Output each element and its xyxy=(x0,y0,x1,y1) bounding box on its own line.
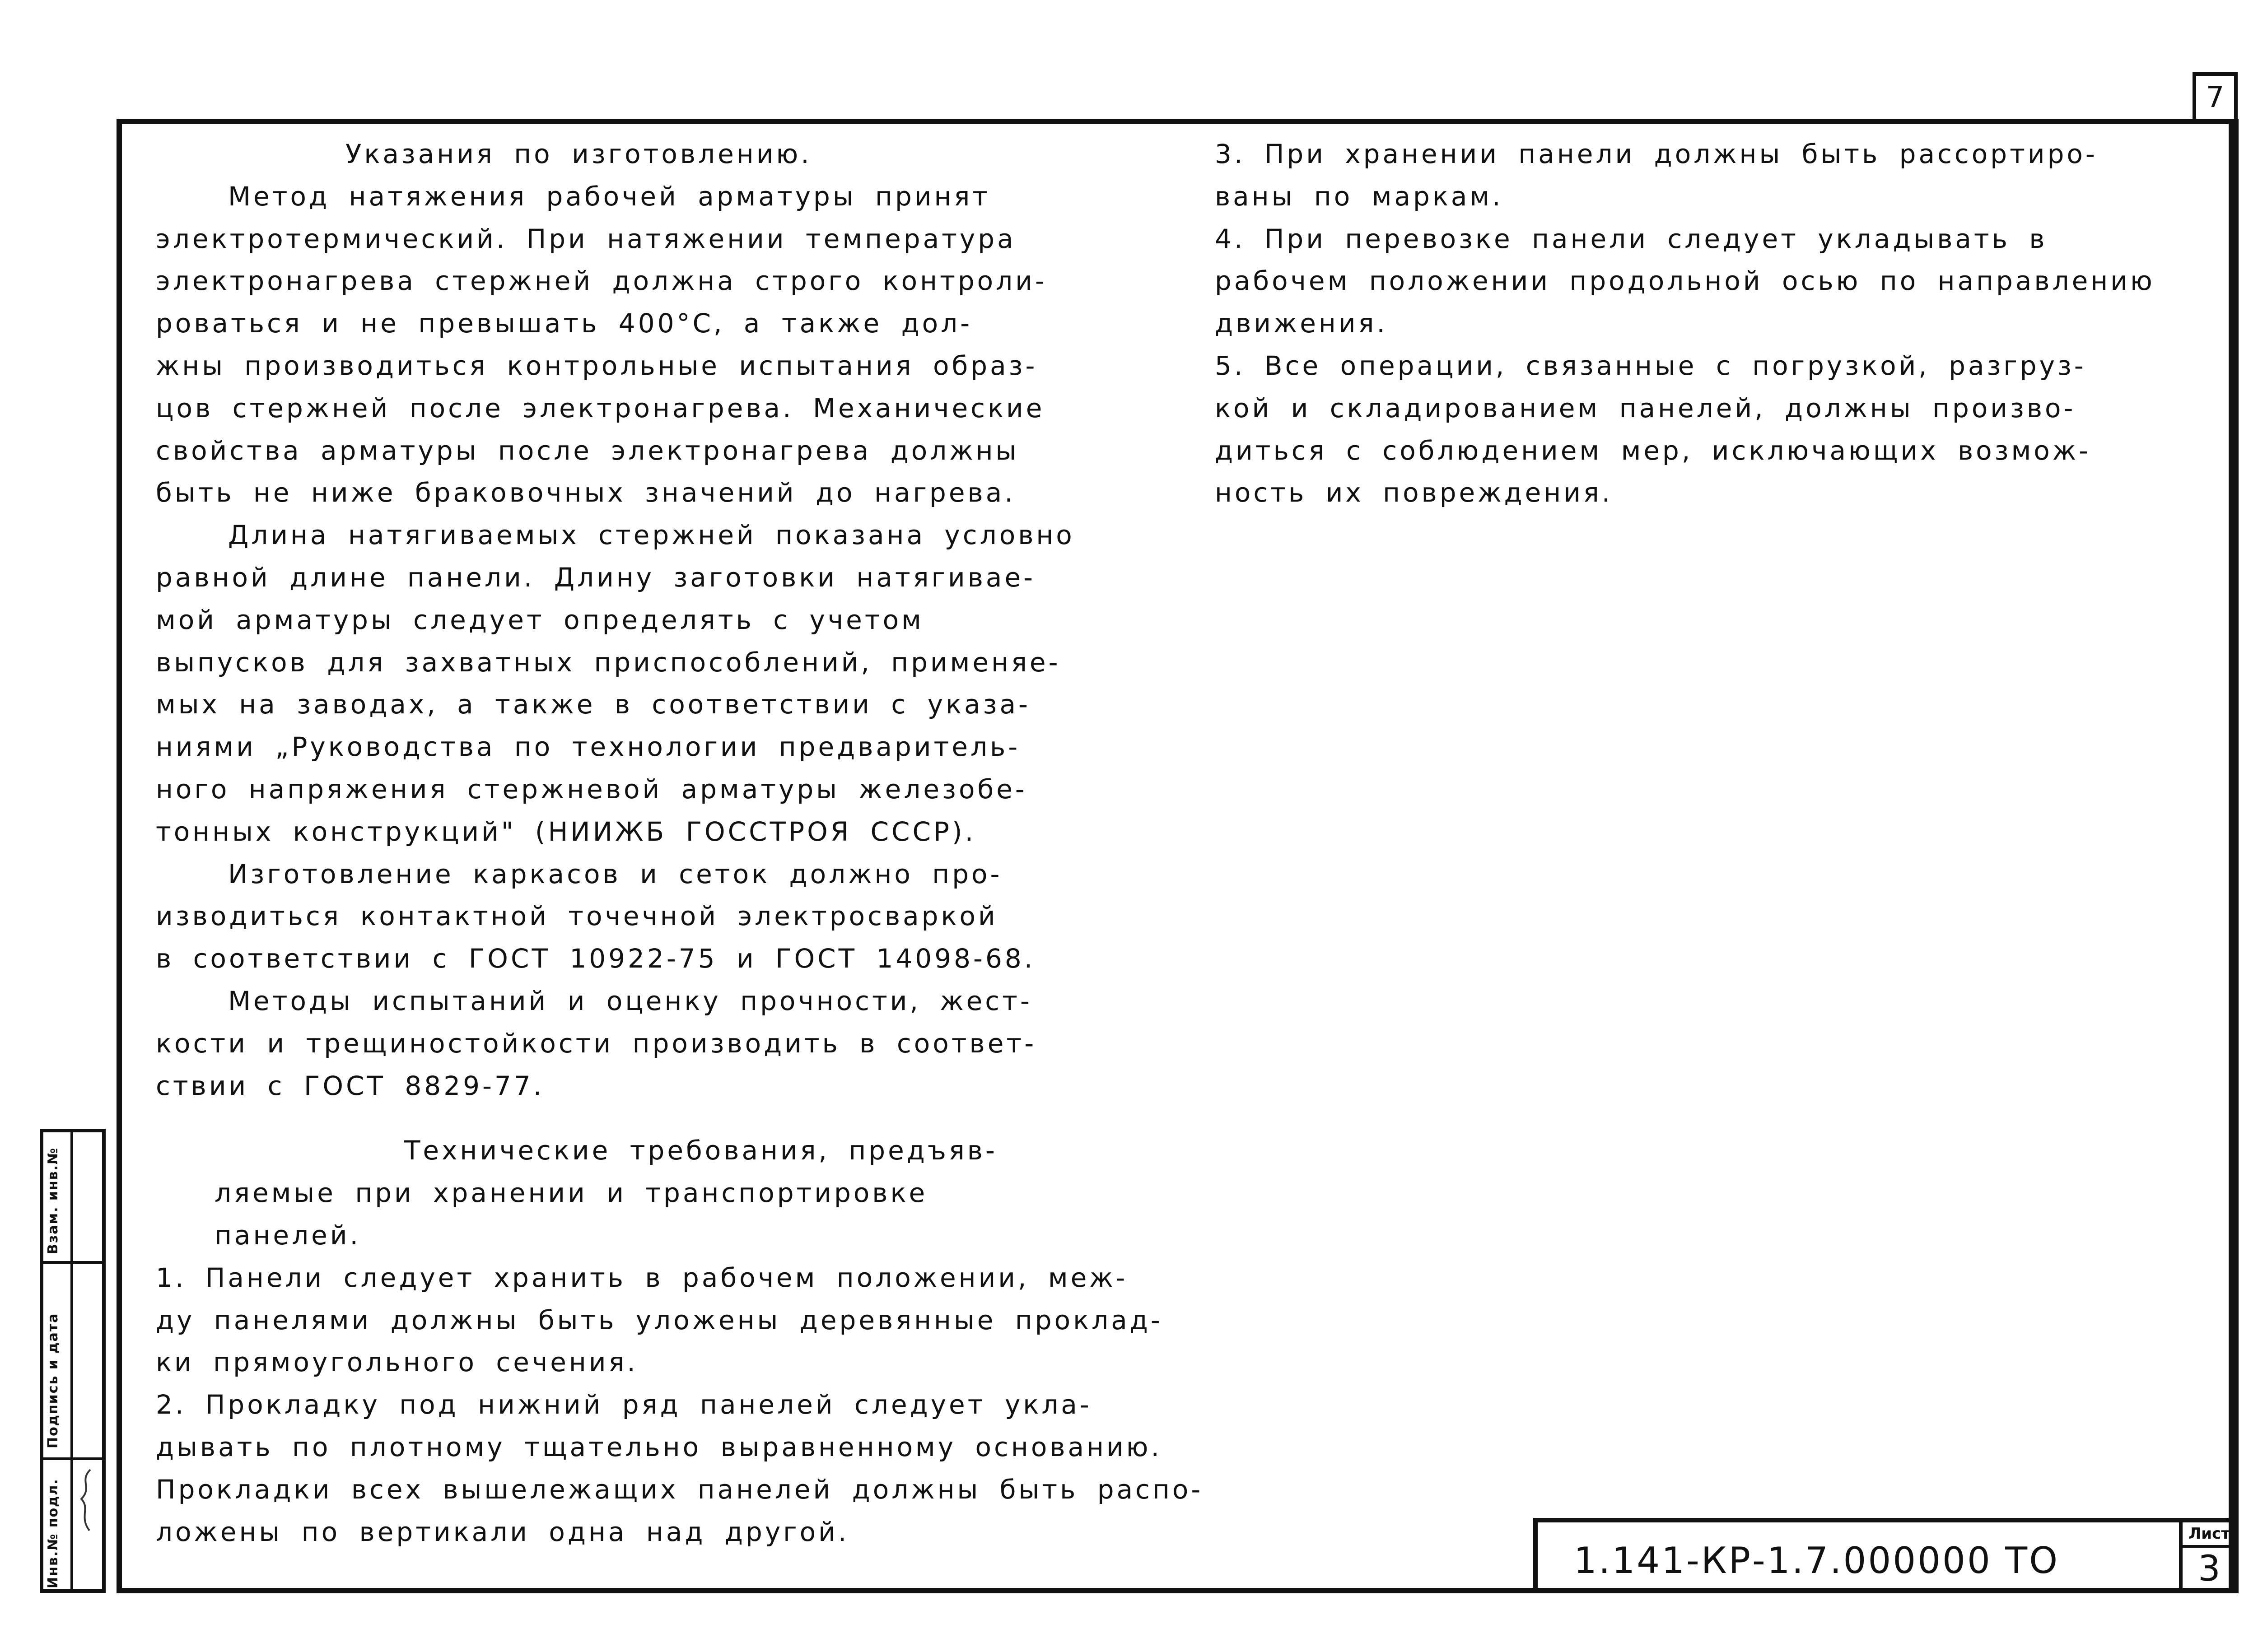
text-line: выпусков для захватных приспособлений, применяе- xyxy=(156,647,1061,678)
text-line: кости и трещиностойкости производить в соответ- xyxy=(156,1028,1037,1059)
right-border-strip xyxy=(2229,119,2239,1593)
margin-label-podpis-data: Подпись и дата xyxy=(45,1312,61,1448)
list-item: кой и складированием панелей, должны произво- xyxy=(1215,392,2076,423)
text-line: равной длине панели. Длину заготовки натягивае- xyxy=(156,562,1036,593)
text-line: Изготовление каркасов и сеток должно про- xyxy=(228,858,1003,889)
text-line: быть не ниже браковочных значений до нагрева. xyxy=(156,477,1016,508)
list-item: ду панелями должны быть уложены деревянные проклад- xyxy=(156,1304,1163,1336)
left-column xyxy=(156,133,1203,1553)
text-line: в соответствии с ГОСТ 10922-75 и ГОСТ 14098-68. xyxy=(156,943,1036,974)
list-item: 3. При хранении панели должны быть рассортиро- xyxy=(1215,139,2098,169)
list-item: 2. Прокладку под нижний ряд панелей следует укла- xyxy=(156,1389,1092,1420)
signature-scribble xyxy=(77,1467,95,1535)
text-line: электронагрева стержней должна строго контроли- xyxy=(156,265,1047,297)
list-item: ки прямоугольного сечения. xyxy=(156,1347,638,1378)
list-item: ваны по маркам. xyxy=(1215,181,1503,212)
text-line: электротермический. При натяжении температура xyxy=(156,223,1016,254)
title-block xyxy=(1533,1518,2236,1593)
margin-label-vzam-inv: Взам. инв.№ xyxy=(45,1147,61,1254)
section-title: Технические требования, предъяв- xyxy=(404,1135,998,1166)
text-line: роваться и не превышать 400°С, а также дол- xyxy=(156,308,973,339)
sheet-label: Лист xyxy=(2183,1522,2236,1548)
list-item: 5. Все операции, связанные с погрузкой, разгруз- xyxy=(1215,350,2086,381)
page-number: 7 xyxy=(2193,72,2238,120)
text-line: мой арматуры следует определять с учетом xyxy=(156,604,924,635)
approval-margin-strip xyxy=(40,1129,106,1593)
section-title: панелей. xyxy=(215,1219,361,1251)
text-line: свойства арматуры после электронагрева должны xyxy=(156,435,1019,466)
list-item: 4. При перевозке панели следует укладывать в xyxy=(1215,223,2048,254)
list-item: рабочем положении продольной осью по направлению xyxy=(1215,265,2155,297)
text-line: ного напряжения стержневой арматуры железобе- xyxy=(156,773,1027,805)
right-column xyxy=(1215,133,2155,514)
text-line: ниями „Руководства по технологии предваритель- xyxy=(156,731,1021,763)
margin-label-inv-podl: Инв.№ подл. xyxy=(45,1478,61,1588)
text-line: жны производиться контрольные испытания образ- xyxy=(156,350,1038,381)
list-item: движения. xyxy=(1215,308,1388,339)
list-item: ложены по вертикали одна над другой. xyxy=(156,1516,849,1547)
text-line: тонных конструкций" (НИИЖБ ГОССТРОЯ СССР). xyxy=(156,816,976,847)
text-line: Метод натяжения рабочей арматуры принят xyxy=(228,181,991,212)
document-code: 1.141-КР-1.7.000000 ТО xyxy=(1574,1540,2060,1582)
list-item: дывать по плотному тщательно выравненному основанию. xyxy=(156,1431,1162,1462)
list-item: 1. Панели следует хранить в рабочем положении, меж- xyxy=(156,1262,1128,1293)
section-title: ляемые при хранении и транспортировке xyxy=(215,1177,928,1209)
text-line: Длина натягиваемых стержней показана условно xyxy=(228,520,1075,551)
text-line: Методы испытаний и оценку прочности, жест- xyxy=(228,985,1032,1016)
text-line: ствии с ГОСТ 8829-77. xyxy=(156,1070,545,1101)
text-line: мых на заводах, а также в соответствии с указа- xyxy=(156,689,1031,720)
text-line: изводиться контактной точечной электросваркой xyxy=(156,901,998,932)
instructions-title: Указания по изготовлению. xyxy=(345,139,812,169)
list-item: диться с соблюдением мер, исключающих возмож- xyxy=(1215,435,2091,466)
sheet-number-box xyxy=(2179,1522,2236,1593)
sheet-number: 3 xyxy=(2198,1549,2221,1589)
text-line: цов стержней после электронагрева. Механические xyxy=(156,392,1045,423)
list-item: ность их повреждения. xyxy=(1215,477,1613,508)
list-item: Прокладки всех вышележащих панелей должны быть распо- xyxy=(156,1474,1204,1505)
